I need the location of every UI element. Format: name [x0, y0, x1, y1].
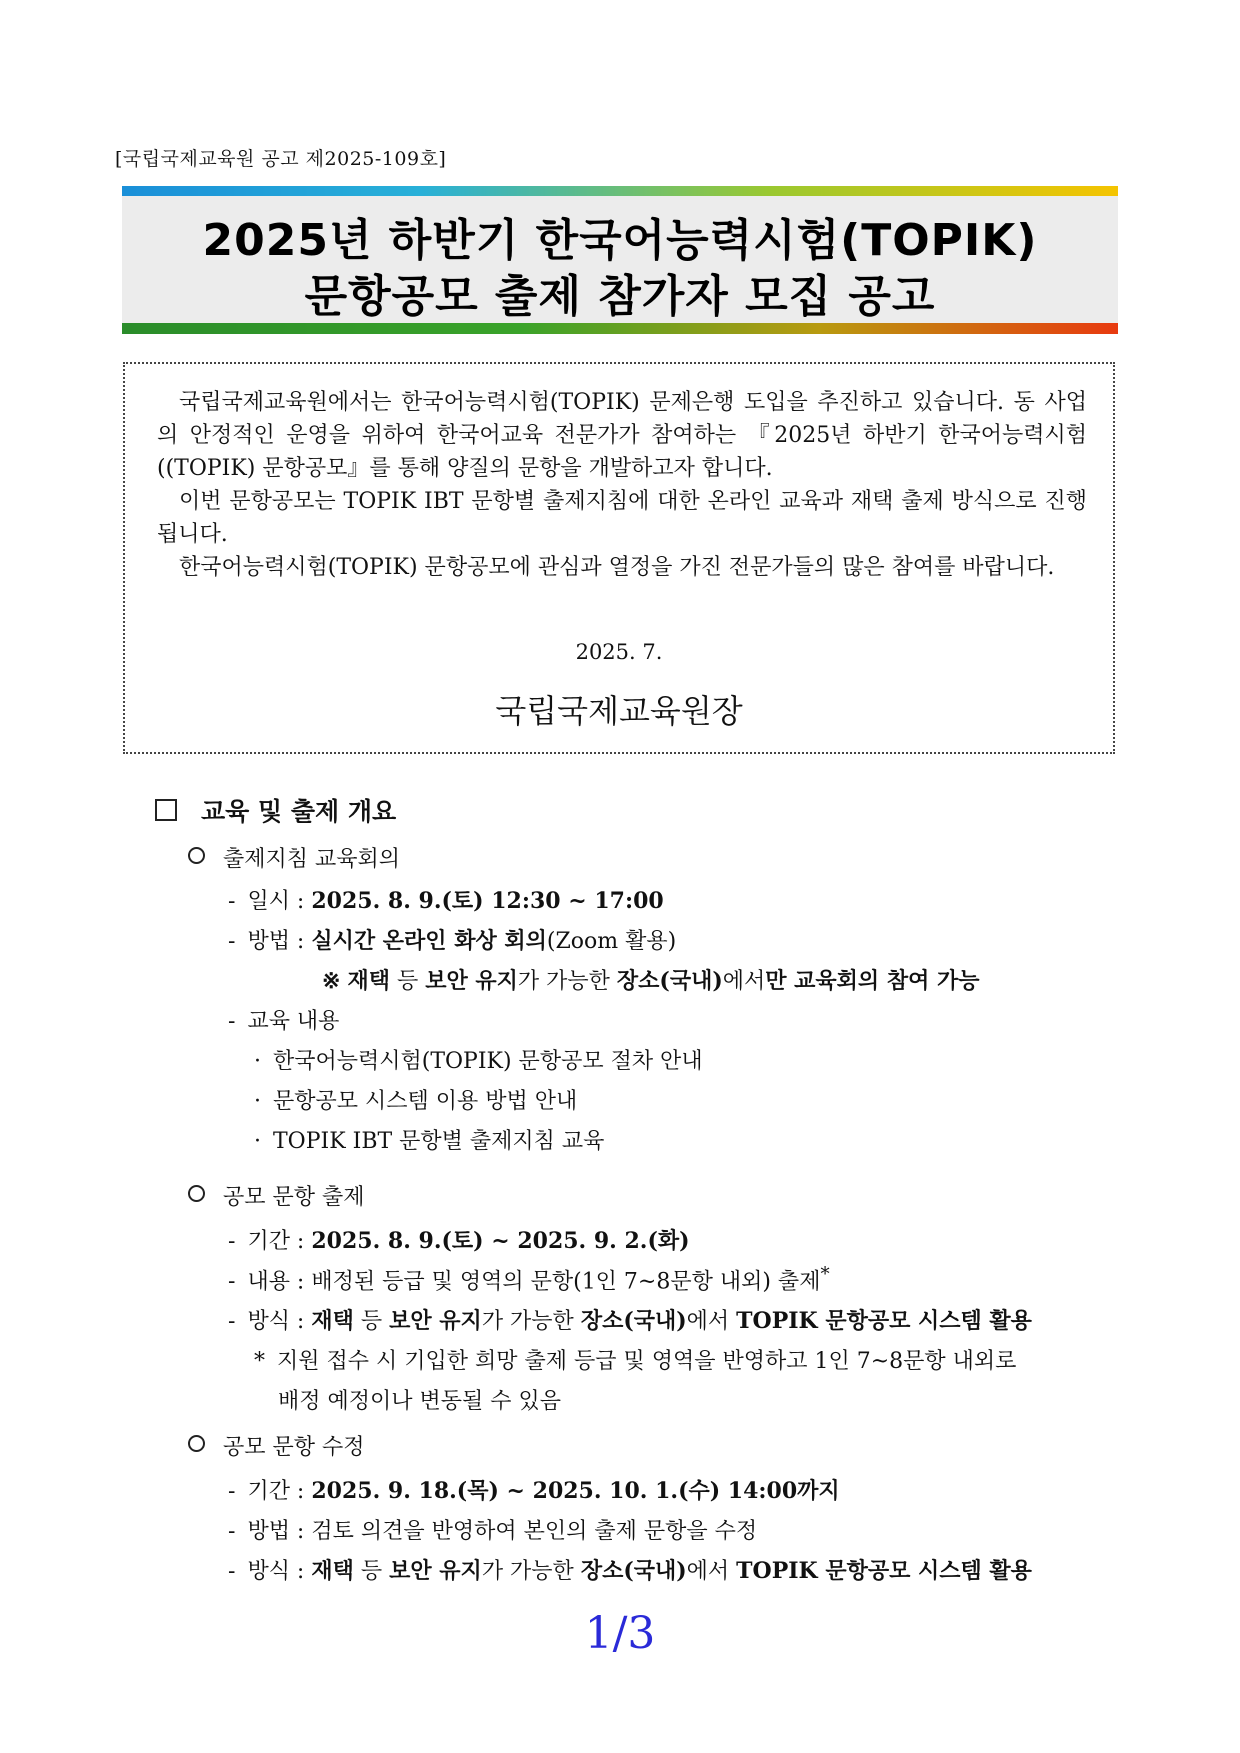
s3-period-line: - 기간 : 2025. 9. 18.(목) ~ 2025. 10. 1.(수) 14:00까지 — [228, 1478, 840, 1504]
s1-method-label: 방법 : — [247, 929, 305, 954]
title-line-2: 문항공모 출제 참가자 모집 공고 — [304, 271, 936, 322]
s3-way-line: - 방식 : 재택 등 보안 유지가 가능한 장소(국내)에서 TOPIK 문항공모 시스템 활용 — [228, 1558, 1032, 1584]
subsection-2-title-text: 공모 문항 출제 — [223, 1185, 365, 1210]
intro-paragraph-3: 한국어능력시험(TOPIK) 문항공모에 관심과 열정을 가진 전문가들의 많은 참여를 바랍니다. — [179, 555, 1055, 580]
intro-text — [157, 386, 1087, 584]
s3-period-label: 기간 : — [247, 1479, 305, 1504]
s1-method-bold: 실시간 온라인 화상 회의 — [311, 928, 547, 954]
s3-way-p5: 장소(국내) — [580, 1558, 687, 1584]
s1-date-line: - 일시 : 2025. 8. 9.(토) 12:30 ~ 17:00 — [228, 888, 664, 914]
s3-way-label: 방식 : — [247, 1559, 305, 1584]
s3-way-p1: 재택 — [311, 1558, 354, 1584]
intro-date: 2025. 7. — [575, 640, 663, 664]
intro-paragraph-2: 이번 문항공모는 TOPIK IBT 문항별 출제지침에 대한 온라인 교육과 재택 출제 방식으로 진행됩니다. — [157, 489, 1087, 547]
title-bottom-bar — [122, 323, 1118, 334]
s2-footnote-line-1 — [254, 1344, 1016, 1375]
subsection-1-title-text: 출제지침 교육회의 — [223, 847, 401, 872]
s1-note-p7: 만 교육회의 참여 가능 — [765, 968, 980, 994]
s2-content-sup: * — [820, 1264, 830, 1285]
s1-method-rest: (Zoom 활용) — [546, 929, 677, 954]
s1-note-p5: 장소(국내) — [616, 968, 723, 994]
s1-method-line: - 방법 : 실시간 온라인 화상 회의(Zoom 활용) — [228, 928, 677, 954]
s3-way-p3: 보안 유지 — [389, 1558, 482, 1584]
s3-method-line: - 방법 : 검토 의견을 반영하여 본인의 출제 문항을 수정 — [228, 1519, 758, 1544]
s2-period-label: 기간 : — [247, 1229, 305, 1254]
s3-period-value: 2025. 9. 18.(목) ~ 2025. 10. 1.(수) 14:00까지 — [311, 1478, 840, 1504]
s1-bullet-1: · 한국어능력시험(TOPIK) 문항공모 절차 안내 — [254, 1049, 703, 1074]
s2-way-p7: TOPIK 문항공모 시스템 활용 — [736, 1308, 1032, 1334]
s2-way-p3: 보안 유지 — [389, 1308, 482, 1334]
intro-signature: 국립국제교육원장 — [495, 692, 743, 730]
s2-period-line: - 기간 : 2025. 8. 9.(토) ~ 2025. 9. 2.(화) — [228, 1228, 690, 1254]
s1-note-p3: 보안 유지 — [425, 968, 518, 994]
intro-paragraph-1: 국립국제교육원에서는 한국어능력시험(TOPIK) 문제은행 도입을 추진하고 있습니다. 동 사업의 안정적인 운영을 위하여 한국어교육 전문가가 참여하는 『2025년 하반기 한국어능력시험((TOPIK) 문항공모』를 통해 양질의 문항을 개발하고자 합니다. — [157, 390, 1087, 481]
s2-content-value: 배정된 등급 및 영역의 문항(1인 7~8문항 내외) 출제 — [311, 1269, 821, 1295]
page-number: 1/3 — [584, 1608, 656, 1659]
title-line-1: 2025년 하반기 한국어능력시험(TOPIK) — [202, 215, 1038, 266]
s2-way-p4: 가 가능한 — [481, 1309, 574, 1334]
s3-method-label: 방법 : — [247, 1519, 305, 1544]
s3-way-p2: 등 — [360, 1559, 383, 1584]
s2-way-p6: 에서 — [686, 1309, 730, 1334]
s1-bullet-3: · TOPIK IBT 문항별 출제지침 교육 — [254, 1129, 605, 1154]
circle-bullet-icon — [188, 847, 205, 864]
s2-way-p5: 장소(국내) — [580, 1308, 687, 1334]
s1-bullet-1-text: 한국어능력시험(TOPIK) 문항공모 절차 안내 — [273, 1049, 703, 1074]
s1-date-label: 일시 : — [247, 889, 305, 914]
s1-note-p6: 에서 — [722, 969, 766, 994]
title-top-bar — [122, 186, 1118, 196]
s2-foot-2: 배정 예정이나 변동될 수 있음 — [278, 1389, 561, 1414]
s3-method-value: 검토 의견을 반영하여 본인의 출제 문항을 수정 — [311, 1519, 758, 1544]
s2-way-line: - 방식 : 재택 등 보안 유지가 가능한 장소(국내)에서 TOPIK 문항공모 시스템 활용 — [228, 1308, 1032, 1334]
s2-way-p2: 등 — [360, 1309, 383, 1334]
s2-foot-1: 지원 접수 시 기입한 희망 출제 등급 및 영역을 반영하고 1인 7~8문항 내외로 — [277, 1349, 1017, 1374]
s1-date-value: 2025. 8. 9.(토) 12:30 ~ 17:00 — [311, 888, 664, 914]
s2-content-label: 내용 : — [247, 1269, 305, 1295]
s1-content-label: 교육 내용 — [247, 1009, 340, 1034]
s1-note-p4: 가 가능한 — [517, 969, 610, 994]
s1-note-mark: ※ — [322, 968, 341, 994]
checkbox-icon — [155, 799, 177, 821]
s2-footnote-line-2 — [278, 1384, 561, 1415]
circle-bullet-icon — [188, 1185, 205, 1202]
s2-way-label: 방식 : — [247, 1309, 305, 1334]
s3-way-p7: TOPIK 문항공모 시스템 활용 — [736, 1558, 1032, 1584]
s1-bullet-2: · 문항공모 시스템 이용 방법 안내 — [254, 1089, 578, 1114]
s2-way-p1: 재택 — [311, 1308, 354, 1334]
intro-box — [123, 362, 1115, 754]
s2-content-line: - 내용 : 배정된 등급 및 영역의 문항(1인 7~8문항 내외) 출제* — [228, 1264, 830, 1295]
section-heading-text: 교육 및 출제 개요 — [201, 797, 397, 826]
title-banner — [122, 186, 1118, 334]
s1-note-p2: 등 — [396, 969, 419, 994]
s1-bullet-2-text: 문항공모 시스템 이용 방법 안내 — [273, 1089, 578, 1114]
s3-way-p6: 에서 — [686, 1559, 730, 1584]
s2-foot-mark: * — [254, 1349, 265, 1374]
s3-way-p4: 가 가능한 — [481, 1559, 574, 1584]
s1-note-line — [322, 964, 980, 995]
s2-period-value: 2025. 8. 9.(토) ~ 2025. 9. 2.(화) — [311, 1228, 690, 1254]
circle-bullet-icon — [188, 1435, 205, 1452]
subsection-3-title-text: 공모 문항 수정 — [223, 1435, 365, 1460]
notice-number: [국립국제교육원 공고 제2025-109호] — [115, 148, 447, 170]
section-heading — [155, 792, 396, 828]
s1-content-line: - 교육 내용 — [228, 1009, 340, 1034]
subsection-2-title — [188, 1180, 365, 1211]
s1-bullet-3-text: TOPIK IBT 문항별 출제지침 교육 — [273, 1129, 605, 1154]
subsection-1-title — [188, 842, 400, 873]
s1-note-p1: 재택 — [347, 968, 390, 994]
subsection-3-title — [188, 1430, 365, 1461]
